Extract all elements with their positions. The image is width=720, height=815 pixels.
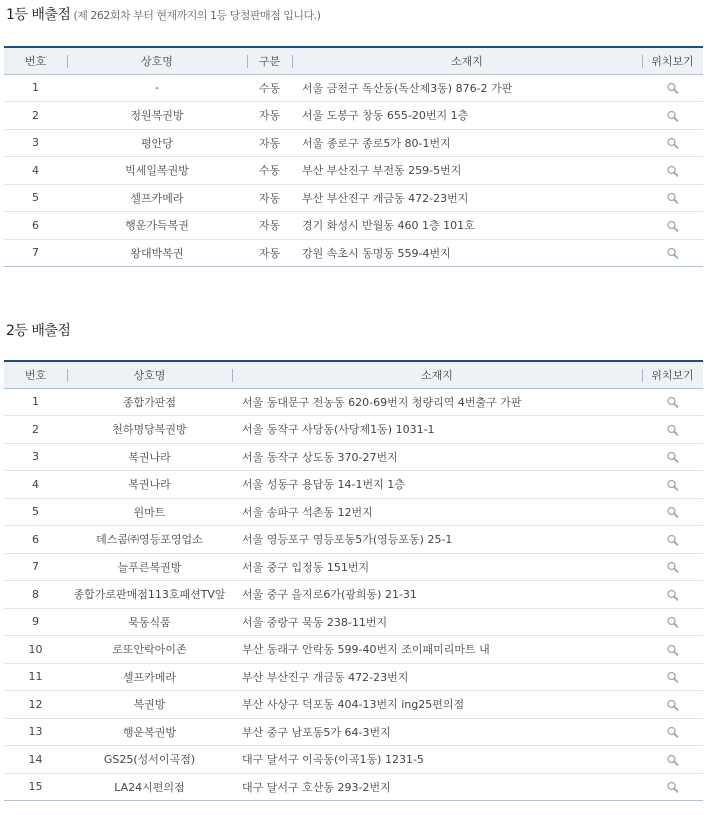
table-row [4, 746, 703, 774]
cell-location [642, 636, 703, 664]
cell-name: 윈마트 [67, 498, 232, 526]
cell-address: 대구 달서구 호산동 293-2번지 [232, 773, 642, 801]
cell-name: 평안당 [67, 129, 247, 157]
column-header-name: 상호명 [67, 47, 247, 74]
cell-address: 서울 동작구 상도동 370-27번지 [232, 443, 642, 471]
table-row [4, 184, 703, 212]
cell-no: 2 [4, 416, 67, 444]
table-row [4, 443, 703, 471]
cell-type: 자동 [247, 184, 292, 212]
cell-type: 수동 [247, 74, 292, 102]
cell-address: 부산 부산진구 개금동 472-23번지 [292, 184, 642, 212]
second-prize-heading: 2등 배출점 [6, 323, 71, 339]
magnifier-icon[interactable] [666, 506, 680, 518]
cell-location [642, 239, 703, 267]
cell-name: 복권나라 [67, 471, 232, 499]
cell-no: 14 [4, 746, 67, 774]
table-row [4, 636, 703, 664]
cell-no: 8 [4, 581, 67, 609]
table-row [4, 416, 703, 444]
cell-type: 자동 [247, 102, 292, 130]
cell-address: 서울 중구 을지로6가(광희동) 21-31 [232, 581, 642, 609]
cell-no: 1 [4, 388, 67, 416]
table-row [4, 471, 703, 499]
cell-no: 12 [4, 691, 67, 719]
table-row [4, 129, 703, 157]
magnifier-icon[interactable] [666, 534, 680, 546]
cell-no: 4 [4, 471, 67, 499]
cell-address: 서울 영등포구 영등포동5가(영등포동) 25-1 [232, 526, 642, 554]
cell-no: 15 [4, 773, 67, 801]
cell-no: 3 [4, 443, 67, 471]
cell-location [642, 663, 703, 691]
cell-no: 1 [4, 74, 67, 102]
cell-type: 수동 [247, 157, 292, 185]
cell-location [642, 773, 703, 801]
cell-no: 13 [4, 718, 67, 746]
cell-name: 늘푸른복권방 [67, 553, 232, 581]
magnifier-icon[interactable] [666, 192, 680, 204]
cell-location [642, 581, 703, 609]
cell-location [642, 471, 703, 499]
table-row [4, 608, 703, 636]
cell-name: 데스콤㈜영등포영업소 [67, 526, 232, 554]
cell-address: 서울 송파구 석촌동 12번지 [232, 498, 642, 526]
magnifier-icon[interactable] [666, 644, 680, 656]
column-header-location: 위치보기 [642, 361, 703, 388]
cell-address: 서울 동대문구 전농동 620-69번지 청량리역 4번출구 가판 [232, 388, 642, 416]
cell-no: 7 [4, 553, 67, 581]
column-header-no: 번호 [4, 361, 67, 388]
cell-address: 부산 중구 남포동5가 64-3번지 [232, 718, 642, 746]
magnifier-icon[interactable] [666, 589, 680, 601]
cell-location [642, 553, 703, 581]
table-row [4, 691, 703, 719]
cell-address: 서울 도봉구 창동 655-20번지 1층 [292, 102, 642, 130]
first-prize-note: (제 262회차 부터 현재까지의 1등 당첨판매점 입니다.) [73, 9, 321, 22]
table-row [4, 773, 703, 801]
cell-location [642, 608, 703, 636]
magnifier-icon[interactable] [666, 671, 680, 683]
cell-location [642, 102, 703, 130]
column-header-type: 구분 [247, 47, 292, 74]
cell-type: 자동 [247, 239, 292, 267]
cell-address: 부산 사상구 덕포동 404-13번지 ing25편의점 [232, 691, 642, 719]
cell-no: 3 [4, 129, 67, 157]
cell-name: 행운가득복권 [67, 212, 247, 240]
cell-type: 자동 [247, 212, 292, 240]
cell-location [642, 388, 703, 416]
cell-address: 경기 화성시 반월동 460 1층 101호 [292, 212, 642, 240]
column-header-name: 상호명 [67, 361, 232, 388]
magnifier-icon[interactable] [666, 220, 680, 232]
cell-location [642, 746, 703, 774]
cell-no: 4 [4, 157, 67, 185]
cell-no: 7 [4, 239, 67, 267]
cell-location [642, 718, 703, 746]
cell-name: 셀프카메라 [67, 663, 232, 691]
cell-address: 서울 금천구 독산동(독산제3동) 876-2 가판 [292, 74, 642, 102]
cell-name: - [67, 74, 247, 102]
cell-location [642, 129, 703, 157]
cell-address: 부산 부산진구 부전동 259-5번지 [292, 157, 642, 185]
magnifier-icon[interactable] [666, 396, 680, 408]
magnifier-icon[interactable] [666, 424, 680, 436]
cell-location [642, 691, 703, 719]
magnifier-icon[interactable] [666, 754, 680, 766]
table-row [4, 388, 703, 416]
cell-name: 묵동식품 [67, 608, 232, 636]
table-row [4, 157, 703, 185]
cell-address: 강원 속초시 동명동 559-4번지 [292, 239, 642, 267]
cell-name: 종합가로판매점113호패션TV앞 [67, 581, 232, 609]
cell-address: 부산 부산진구 개금동 472-23번지 [232, 663, 642, 691]
cell-location [642, 526, 703, 554]
cell-location [642, 416, 703, 444]
magnifier-icon[interactable] [666, 726, 680, 738]
cell-name: 천하명당복권방 [67, 416, 232, 444]
cell-name: 행운복권방 [67, 718, 232, 746]
cell-address: 서울 중구 입정동 151번지 [232, 553, 642, 581]
cell-location [642, 212, 703, 240]
magnifier-icon[interactable] [666, 247, 680, 259]
cell-address: 서울 종로구 종로5가 80-1번지 [292, 129, 642, 157]
magnifier-icon[interactable] [666, 699, 680, 711]
magnifier-icon[interactable] [666, 165, 680, 177]
cell-type: 자동 [247, 129, 292, 157]
table-row [4, 553, 703, 581]
cell-location [642, 157, 703, 185]
first-prize-title [6, 4, 320, 24]
cell-no: 6 [4, 526, 67, 554]
cell-address: 서울 동작구 사당동(사당제1동) 1031-1 [232, 416, 642, 444]
first-prize-heading: 1등 배출점 [6, 7, 71, 23]
magnifier-icon[interactable] [666, 781, 680, 793]
magnifier-icon[interactable] [666, 82, 680, 94]
cell-name: 셀프카메라 [67, 184, 247, 212]
cell-name: 종합가판점 [67, 388, 232, 416]
table-row [4, 239, 703, 267]
table-row [4, 74, 703, 102]
column-header-address: 소재지 [292, 47, 642, 74]
cell-location [642, 498, 703, 526]
column-header-no: 번호 [4, 47, 67, 74]
table-row [4, 498, 703, 526]
cell-no: 6 [4, 212, 67, 240]
cell-address: 서울 중랑구 묵동 238-11번지 [232, 608, 642, 636]
table-row [4, 526, 703, 554]
cell-address: 대구 달서구 이곡동(이곡1동) 1231-5 [232, 746, 642, 774]
cell-address: 서울 성동구 용답동 14-1번지 1층 [232, 471, 642, 499]
cell-address: 부산 동래구 안락동 599-40번지 조이패미리마트 내 [232, 636, 642, 664]
cell-no: 5 [4, 498, 67, 526]
cell-name: LA24시편의점 [67, 773, 232, 801]
table-row [4, 102, 703, 130]
table-header-row [4, 47, 703, 74]
cell-no: 9 [4, 608, 67, 636]
magnifier-icon[interactable] [666, 479, 680, 491]
cell-no: 11 [4, 663, 67, 691]
cell-name: 로또안락아이존 [67, 636, 232, 664]
cell-location [642, 443, 703, 471]
magnifier-icon[interactable] [666, 561, 680, 573]
column-header-address: 소재지 [232, 361, 642, 388]
cell-name: 복권나라 [67, 443, 232, 471]
cell-name: 복권방 [67, 691, 232, 719]
cell-no: 5 [4, 184, 67, 212]
cell-no: 10 [4, 636, 67, 664]
cell-name: 빅세일복권방 [67, 157, 247, 185]
first-prize-table [4, 46, 703, 267]
cell-name: 왕대박복권 [67, 239, 247, 267]
magnifier-icon[interactable] [666, 137, 680, 149]
table-row [4, 581, 703, 609]
second-prize-title [6, 320, 70, 340]
table-row [4, 212, 703, 240]
magnifier-icon[interactable] [666, 616, 680, 628]
magnifier-icon[interactable] [666, 451, 680, 463]
column-header-location: 위치보기 [642, 47, 703, 74]
table-row [4, 663, 703, 691]
cell-location [642, 74, 703, 102]
cell-location [642, 184, 703, 212]
table-header-row [4, 361, 703, 388]
cell-name: GS25(성서이곡점) [67, 746, 232, 774]
magnifier-icon[interactable] [666, 110, 680, 122]
table-row [4, 718, 703, 746]
cell-no: 2 [4, 102, 67, 130]
second-prize-table [4, 360, 703, 801]
cell-name: 정원복권방 [67, 102, 247, 130]
